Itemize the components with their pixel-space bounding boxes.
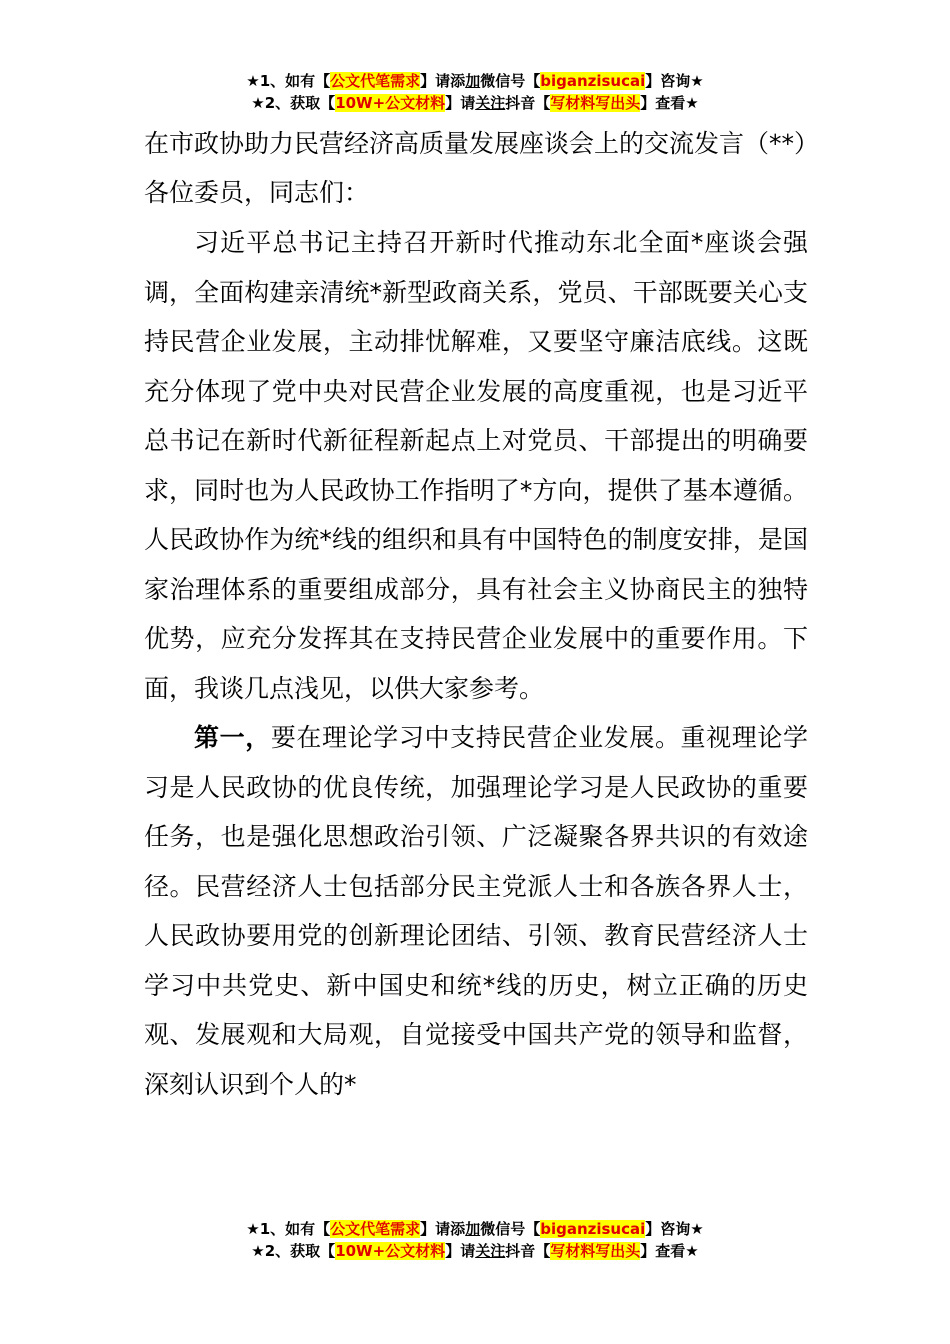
banner-highlight: biganzisucai (540, 72, 646, 90)
banner-text: 】查看★ (640, 94, 699, 112)
banner-emphasis: 加 (465, 1220, 481, 1238)
banner-text: 】请添 (420, 72, 466, 90)
banner-line-1 (0, 70, 950, 92)
paragraph-lead: 第一， (194, 723, 271, 752)
banner-highlight: 写材料写出头 (550, 1242, 641, 1260)
banner-text: ★1、如有【 (246, 72, 331, 90)
banner-text: 微信号【 (480, 72, 541, 90)
banner-highlight: 10W+公文材料 (335, 1242, 446, 1260)
banner-line-2 (0, 92, 950, 114)
banner-emphasis: 关注 (475, 1242, 506, 1260)
banner-text: 】咨询★ (645, 1220, 704, 1238)
banner-line-2 (0, 1240, 950, 1262)
paragraph-text: 要在理论学习中支持民营企业发展。重视理论学习是人民政协的优良传统，加强理论学习是人民政协的重要任务，也是强化思想政治引领、广泛凝聚各界共识的有效途径。民营经济人士包括部分民主党派人士和各族各界人士，人民政协要用党的创新理论团结、引领、教育民营经济人士学习中共党史、新中国史和统*线的历史，树立正确的历史观、发展观和大局观，自觉接受中国共产党的领导和监督，深刻认识到个人的* (144, 723, 808, 1099)
banner-highlight: 公文代笔需求 (330, 1220, 421, 1238)
banner-text: 】咨询★ (645, 72, 704, 90)
banner-text: 】查看★ (640, 1242, 699, 1260)
banner-text: 】请 (445, 94, 476, 112)
banner-highlight: 公文代笔需求 (330, 72, 421, 90)
document-title: 在市政协助力民营经济高质量发展座谈会上的交流发言（**） (144, 129, 820, 158)
salutation: 各位委员，同志们： (144, 178, 370, 207)
banner-text: ★2、获取【 (251, 94, 336, 112)
banner-text: 抖音【 (505, 1242, 551, 1260)
banner-text: 】请添 (420, 1220, 466, 1238)
paragraph (144, 713, 808, 1109)
banner-text: ★1、如有【 (246, 1220, 331, 1238)
banner-text: 】请 (445, 1242, 476, 1260)
banner-text: 抖音【 (505, 94, 551, 112)
document-body (144, 120, 820, 1109)
banner-line-1 (0, 1218, 950, 1240)
banner-highlight: biganzisucai (540, 1220, 646, 1238)
banner-highlight: 写材料写出头 (550, 94, 641, 112)
banner-text: ★2、获取【 (251, 1242, 336, 1260)
footer-banner (0, 1218, 950, 1262)
banner-emphasis: 加 (465, 72, 481, 90)
banner-text: 微信号【 (480, 1220, 541, 1238)
banner-emphasis: 关注 (475, 94, 506, 112)
banner-highlight: 10W+公文材料 (335, 94, 446, 112)
paragraph-text: 习近平总书记主持召开新时代推动东北全面*座谈会强调，全面构建亲清统*新型政商关系，党员、干部既要关心支持民营企业发展，主动排忧解难，又要坚守廉洁底线。这既充分体现了党中央对民营企业发展的高度重视，也是习近平总书记在新时代新征程新起点上对党员、干部提出的明确要求，同时也为人民政协工作指明了*方向，提供了基本遵循。人民政协作为统*线的组织和具有中国特色的制度安排，是国家治理体系的重要组成部分，具有社会主义协商民主的独特优势，应充分发挥其在支持民营企业发展中的重要作用。下面，我谈几点浅见，以供大家参考。 (144, 228, 808, 703)
paragraph (144, 218, 808, 713)
header-banner (0, 70, 950, 114)
